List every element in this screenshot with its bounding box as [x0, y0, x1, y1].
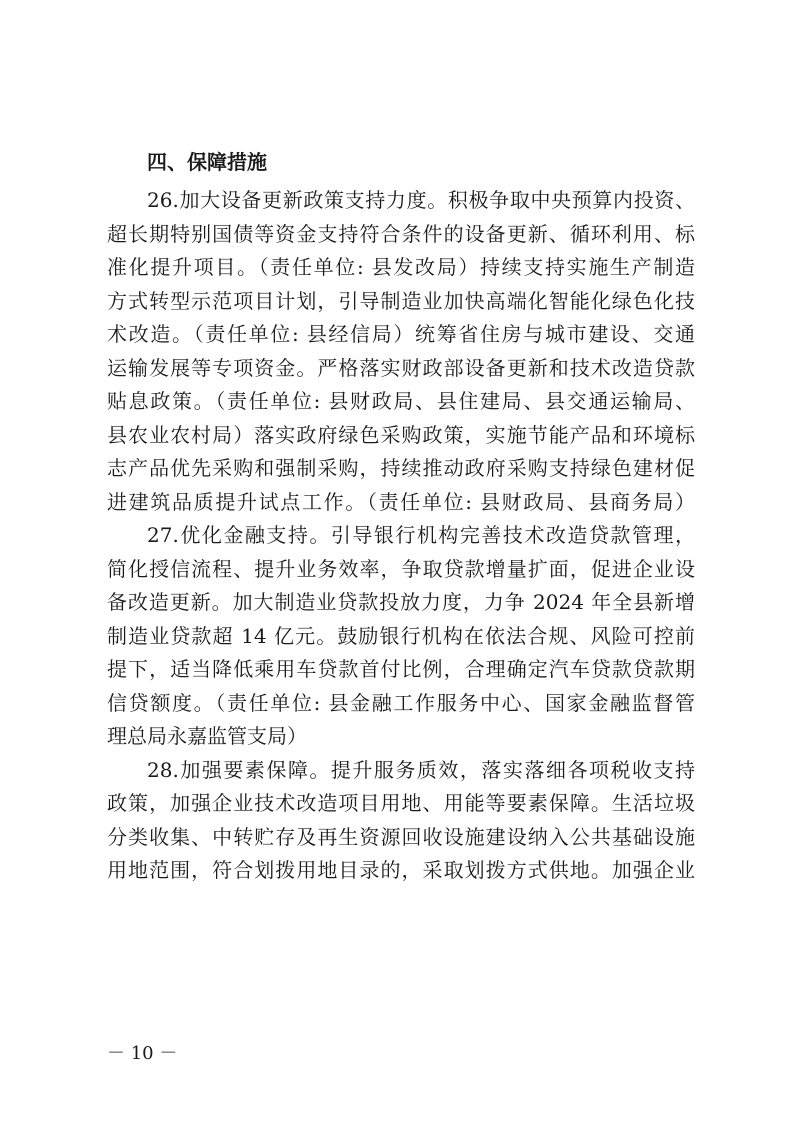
paragraph-27	[107, 519, 695, 754]
text-line: 制造业贷款超 14 亿元。鼓励银行机构在依法合规、风险可控前	[107, 623, 695, 648]
text-line: 运输发展等专项资金。严格落实财政部设备更新和技术改造贷款	[107, 355, 695, 380]
page-number: － 10 －	[107, 1043, 178, 1064]
text-line: 术改造。（责任单位: 县经信局）统筹省住房与城市建设、交通	[107, 322, 695, 346]
paragraph-26	[107, 184, 695, 519]
document-body	[107, 140, 695, 888]
text-line: 简化授信流程、提升业务效率，争取贷款增量扩面，促进企业设	[107, 556, 695, 581]
text-line: 28.加强要素保障。提升服务质效，落实落细各项税收支持	[147, 757, 695, 782]
text-line: 志产品优先采购和强制采购，持续推动政府采购支持绿色建材促	[107, 456, 695, 480]
text-line: 理总局永嘉监管支局）	[107, 724, 307, 748]
text-line: 政策，加强企业技术改造项目用地、用能等要素保障。生活垃圾	[107, 791, 695, 815]
section-heading: 四、保障措施	[147, 150, 267, 174]
text-line: 方式转型示范项目计划，引导制造业加快高端化智能化绿色化技	[107, 288, 695, 313]
paragraph-28	[107, 754, 695, 888]
text-line: 贴息政策。（责任单位: 县财政局、县住建局、县交通运输局、	[107, 389, 695, 413]
text-line: 提下，适当降低乘用车贷款首付比例，合理确定汽车贷款贷款期	[107, 657, 695, 681]
text-line: 县农业农村局）落实政府绿色采购政策，实施节能产品和环境标	[107, 422, 695, 447]
text-line: 用地范围，符合划拨用地目录的，采取划拨方式供地。加强企业	[107, 858, 695, 882]
text-line: 27.优化金融支持。引导银行机构完善技术改造贷款管理，	[147, 523, 695, 547]
text-line: 信贷额度。（责任单位: 县金融工作服务中心、国家金融监督管	[107, 690, 695, 715]
text-line: 准化提升项目。（责任单位: 县发改局）持续支持实施生产制造	[107, 255, 695, 279]
text-line: 分类收集、中转贮存及再生资源回收设施建设纳入公共基础设施	[107, 824, 695, 849]
text-line: 进建筑品质提升试点工作。（责任单位: 县财政局、县商务局）	[107, 489, 695, 514]
text-line: 超长期特别国债等资金支持符合条件的设备更新、循环利用、标	[107, 221, 695, 246]
text-line: 备改造更新。加大制造业贷款投放力度，力争 2024 年全县新增	[107, 590, 695, 614]
text-line: 26.加大设备更新政策支持力度。积极争取中央预算内投资、	[147, 188, 695, 212]
